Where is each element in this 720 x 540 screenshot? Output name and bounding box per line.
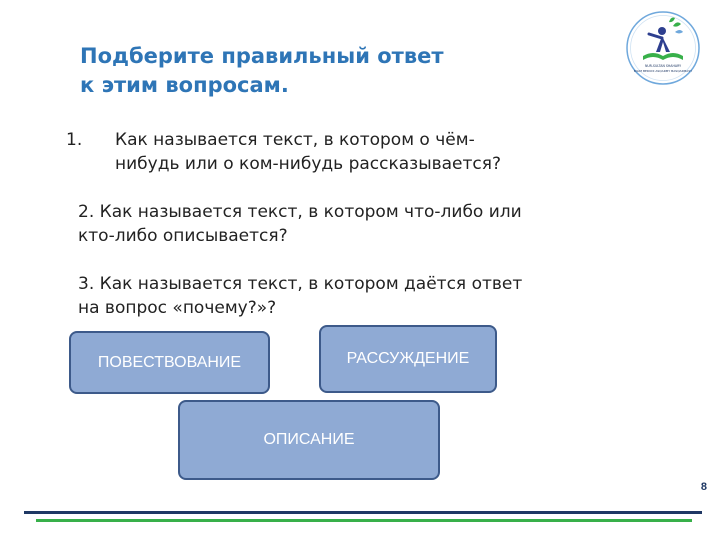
answer-narration-button[interactable]: ПОВЕСТВОВАНИЕ [69, 331, 270, 394]
footer-rule-green [36, 519, 692, 522]
footer-rule-navy [24, 511, 702, 514]
answer-description-button[interactable]: ОПИСАНИЕ [178, 400, 440, 480]
question-1-line2: нибудь или о ком-нибудь рассказывается? [115, 154, 502, 174]
question-2 [78, 200, 522, 248]
logo-text-line2: BILIM BERUDI ASQARMY BASQARMASY [633, 69, 693, 73]
slide-number: 8 [700, 481, 707, 493]
slide-title-line2: к этим вопросам. [80, 73, 289, 97]
school-logo-icon [625, 10, 701, 86]
slide-title-line1: Подберите правильный ответ [80, 44, 444, 68]
logo-text-line1: NUR-SULTAN SHAHARY [644, 64, 682, 68]
question-3 [78, 272, 522, 320]
question-2-line2: кто-либо описывается? [78, 226, 288, 246]
question-3-line2: на вопрос «почему?»? [78, 298, 277, 318]
question-1-line1: Как называется текст, в котором о чём- [115, 130, 475, 150]
question-2-line1: 2. Как называется текст, в котором что-либо или [78, 202, 522, 222]
question-1-number: 1. [66, 130, 83, 150]
slide-title [80, 42, 444, 100]
question-3-line1: 3. Как называется текст, в котором даётся ответ [78, 274, 523, 294]
answer-reasoning-button[interactable]: РАССУЖДЕНИЕ [319, 325, 497, 393]
